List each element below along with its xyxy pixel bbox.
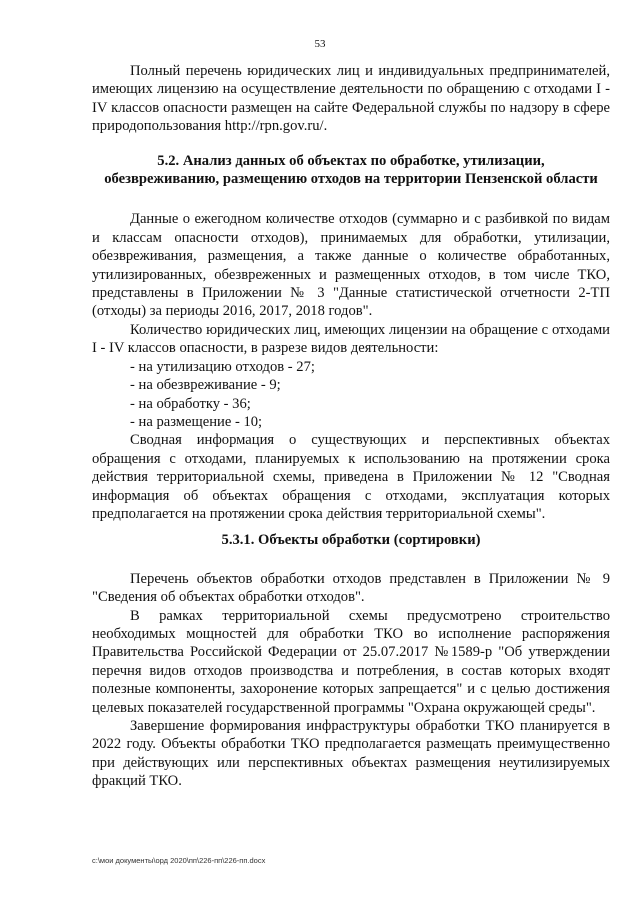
list-item: - на размещение - 10; xyxy=(130,413,263,430)
list-item: - на утилизацию отходов - 27; xyxy=(130,358,315,375)
section-5-3-1-paragraph-1: Перечень объектов обработки отходов представлен в Приложении № 9 "Сведения об объектах обработки отходов". xyxy=(92,570,610,606)
intro-paragraph: Полный перечень юридических лиц и индивидуальных предпринимателей, имеющих лицензию на осуществление деятельности по обращению с отходами I - IV классов опасности размещен на сайте Федеральной службы по надзору в сфере природопользования http://rpn.gov.ru/. xyxy=(92,63,610,135)
page-number: 53 xyxy=(314,38,326,50)
section-5-2-paragraph-1: Данные о ежегодном количестве отходов (суммарно и с разбивкой по видам и классам опасности отходов), принимаемых для обработки, утилизации, обезвреживания, размещения, а также данные о количестве обработанных, утилизированных, обезвреженных и размещенных отходов, в том числе ТКО, представлены в Приложении № 3 "Данные статистической отчетности 2-ТП (отходы) за периоды 2016, 2017, 2018 годов". xyxy=(92,211,610,320)
list-item: - на обработку - 36; xyxy=(130,395,251,412)
section-5-2-paragraph-3: Сводная информация о существующих и перспективных объектах обращения с отходами, планируемых к использованию на протяжении срока действия территориальной схемы, приведена в Приложении № 12 "Сводная информация об объектах обращения с отходами, эксплуатация которых предполагается на протяжении срока действия территориальной схемы". xyxy=(92,432,610,522)
file-path-footer: c:\мои документы\орд 2020\пп\226-пп\226-пп.docx xyxy=(92,856,266,865)
section-5-3-1-paragraph-2: В рамках территориальной схемы предусмотрено строительство необходимых мощностей для обработки ТКО во исполнение распоряжения Правительства Российской Федерации от 25.07.2017 №1589-р "Об утверждении перечня видов отходов производства и потребления, в состав которых входят полезные компоненты, захоронение которых запрещается" и с целью достижения целевых показателей государственной программы "Охрана окружающей среды". xyxy=(92,607,610,716)
section-5-2-heading xyxy=(92,152,610,189)
section-5-3-1-heading: 5.3.1. Объекты обработки (сортировки) xyxy=(221,532,481,549)
section-5-3-1-paragraph-3: Завершение формирования инфраструктуры обработки ТКО планируется в 2022 году. Объекты обработки ТКО предполагается размещать преимущественно при действующих или перспективных объектах размещения неутилизируемых фракций ТКО. xyxy=(92,718,610,790)
section-5-2-heading-line2: обезвреживанию, размещению отходов на территории Пензенской области xyxy=(104,171,598,188)
section-5-2-heading-line1: 5.2. Анализ данных об объектах по обработке, утилизации, xyxy=(157,152,545,169)
list-item: - на обезвреживание - 9; xyxy=(130,377,281,394)
license-activity-list xyxy=(92,358,610,432)
section-5-2-paragraph-2: Количество юридических лиц, имеющих лицензии на обращение с отходами I - IV классов опасности, в разрезе видов деятельности: xyxy=(92,321,610,357)
document-body xyxy=(92,62,610,791)
